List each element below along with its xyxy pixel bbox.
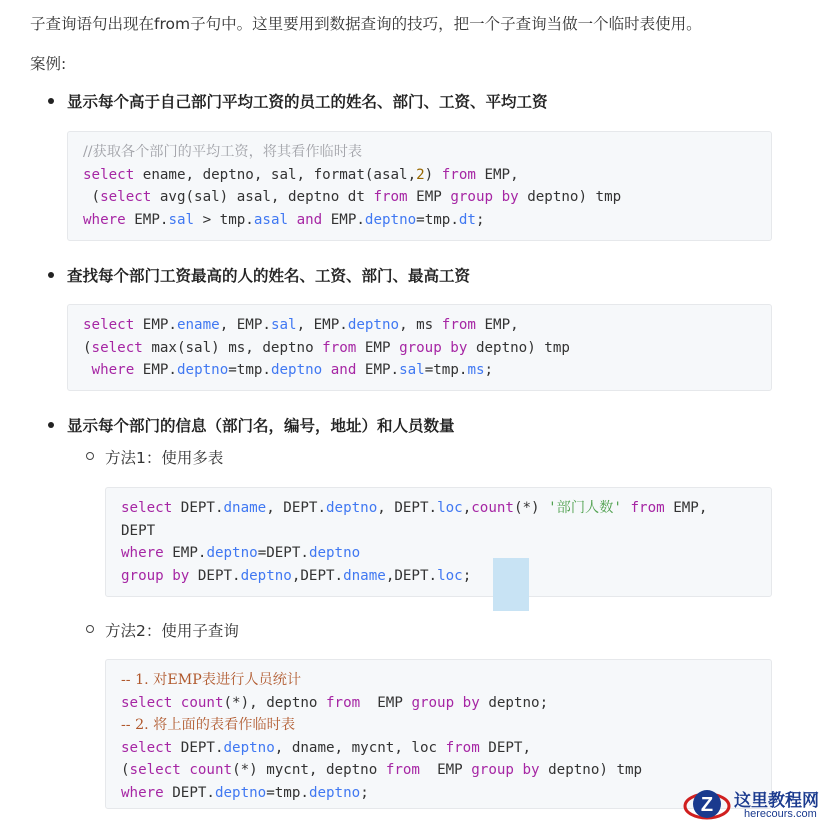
code-token: where: [121, 784, 164, 801]
code-token: (*), deptno: [223, 694, 327, 711]
code-token: select: [83, 317, 135, 333]
code-token: =tmp.: [416, 211, 459, 228]
code-line: [121, 542, 771, 565]
code-token: group by: [471, 762, 540, 778]
code-token: select: [83, 166, 135, 183]
code-block-2[interactable]: [67, 304, 772, 391]
code-token: select: [121, 739, 173, 756]
code-token: sal: [168, 211, 195, 228]
case-label: 案例:: [30, 55, 67, 73]
code-token: ename: [176, 317, 220, 333]
code-line: [121, 520, 771, 543]
code-token: =tmp.: [266, 784, 309, 801]
code-token: dt: [458, 211, 476, 228]
code-token: sal: [399, 362, 425, 378]
code-token: (: [121, 762, 130, 778]
code-token: deptno: [308, 545, 361, 561]
code-token: where: [83, 211, 126, 228]
code-token: deptno) tmp: [518, 189, 622, 205]
code-token: EMP,: [475, 317, 519, 333]
code-token: ename, deptno, sal, format(asal,: [134, 166, 417, 183]
code-line: [83, 359, 771, 382]
code-token: deptno: [326, 500, 378, 516]
code-token: EMP.: [134, 317, 177, 333]
code-token: -- 1. 对EMP表进行人员统计: [121, 672, 302, 688]
code-token: ;: [475, 211, 485, 228]
code-token: deptno;: [479, 694, 549, 711]
method-label-1: 方法1：使用多表: [105, 446, 223, 468]
code-token: select: [129, 762, 181, 778]
code-token: max(sal) ms, deptno: [142, 339, 323, 356]
code-token: group by: [399, 339, 468, 356]
code-token: =tmp.: [424, 362, 468, 378]
code-token: from: [373, 189, 408, 205]
intro-paragraph: 子查询语句出现在from子句中。这里要用到数据查询的技巧，把一个子查询当做一个临时表使用。: [30, 15, 702, 33]
code-token: EMP.: [134, 362, 177, 378]
code-token: ,DEPT.: [291, 567, 344, 584]
code-token: from: [441, 317, 476, 333]
code-token: , DEPT.: [266, 500, 327, 516]
code-token: where: [121, 545, 164, 561]
code-token: deptno: [308, 784, 361, 801]
code-block-1[interactable]: [67, 131, 772, 241]
code-block-4[interactable]: [105, 659, 772, 809]
code-token: ,: [462, 500, 472, 516]
code-token: (: [83, 189, 101, 205]
code-token: from: [441, 166, 476, 183]
code-token: deptno) tmp: [539, 762, 643, 778]
code-token: [83, 362, 92, 378]
code-line: [121, 497, 771, 520]
code-token: EMP: [356, 339, 400, 356]
code-token: [622, 500, 631, 516]
code-token: =DEPT.: [257, 545, 309, 561]
code-token: deptno) tmp: [467, 339, 570, 356]
code-token: and: [296, 211, 323, 228]
code-token: //获取各个部门的平均工资，将其看作临时表: [83, 144, 363, 160]
code-token: deptno: [270, 362, 323, 378]
code-token: DEPT.: [172, 500, 224, 516]
code-token: dname: [343, 567, 386, 584]
code-token: count: [180, 694, 224, 711]
code-token: -- 2. 将上面的表看作临时表: [121, 717, 296, 733]
code-token: count: [471, 500, 514, 516]
code-token: EMP: [419, 762, 472, 778]
code-line: [121, 692, 771, 715]
code-token: deptno: [347, 317, 400, 333]
code-token: '部门人数': [548, 500, 622, 516]
section-title-1: 显示每个高于自己部门平均工资的员工的姓名、部门、工资、平均工资: [67, 90, 548, 112]
code-token: sal: [270, 317, 297, 333]
code-token: EMP: [360, 694, 412, 711]
code-line: [121, 759, 771, 782]
code-token: ): [424, 166, 442, 183]
logo-letter: Z: [700, 794, 714, 816]
code-token: , dname, mycnt, loc: [274, 739, 446, 756]
code-token: , ms: [399, 317, 442, 333]
section-title-2: 查找每个部门工资最高的人的姓名、工资、部门、最高工资: [67, 264, 470, 286]
code-token: where: [91, 362, 135, 378]
method-label-2: 方法2：使用子查询: [105, 619, 239, 641]
code-token: group by: [411, 694, 480, 711]
code-token: DEPT.: [172, 739, 224, 756]
code-token: deptno: [240, 567, 292, 584]
code-token: ,DEPT.: [385, 567, 438, 584]
code-token: DEPT: [121, 522, 156, 539]
code-token: DEPT.: [189, 567, 241, 584]
code-token: from: [630, 500, 665, 516]
code-token: from: [445, 739, 480, 756]
section-title-3: 显示每个部门的信息（部门名，编号，地址）和人员数量: [67, 414, 455, 436]
code-token: DEPT.: [163, 784, 215, 801]
code-token: DEPT,: [479, 739, 532, 756]
code-token: EMP.: [322, 211, 365, 228]
code-token: , EMP.: [219, 317, 271, 333]
code-line: [121, 782, 771, 805]
code-token: loc: [437, 500, 463, 516]
code-token: EMP,: [664, 500, 708, 516]
code-token: =tmp.: [228, 362, 271, 378]
code-block-3[interactable]: [105, 487, 772, 597]
code-token: from: [385, 762, 420, 778]
code-token: and: [330, 362, 357, 378]
code-line: [121, 565, 771, 588]
code-token: deptno: [176, 362, 229, 378]
code-token: ms: [467, 362, 485, 378]
code-line: [83, 164, 771, 187]
watermark-title: 这里教程网: [734, 791, 819, 811]
code-token: EMP.: [356, 362, 400, 378]
code-line: [121, 714, 771, 737]
code-line: [83, 337, 771, 360]
code-token: group by: [121, 567, 190, 584]
code-token: [288, 212, 297, 228]
code-token: asal: [253, 211, 289, 228]
code-token: [322, 362, 331, 378]
code-line: [83, 186, 771, 209]
code-token: ;: [462, 567, 472, 584]
code-token: EMP: [407, 189, 451, 205]
code-token: , DEPT.: [377, 500, 438, 516]
code-token: EMP,: [475, 166, 519, 183]
code-token: group by: [450, 189, 519, 205]
code-token: [172, 695, 181, 711]
watermark: [682, 782, 828, 827]
code-token: dname: [223, 500, 267, 516]
code-token: loc: [437, 567, 463, 584]
code-token: select: [121, 694, 173, 711]
code-token: EMP.: [163, 545, 207, 561]
code-token: deptno: [214, 784, 267, 801]
code-token: count: [189, 762, 233, 778]
code-token: from: [322, 339, 357, 356]
code-token: select: [91, 339, 143, 356]
code-token: deptno: [206, 545, 258, 561]
code-line: [83, 141, 771, 164]
text-selection-highlight: [493, 558, 529, 611]
code-token: select: [100, 189, 152, 205]
code-line: [121, 737, 771, 760]
code-token: , EMP.: [296, 317, 348, 333]
code-token: deptno: [364, 211, 417, 228]
code-token: > tmp.: [194, 211, 254, 228]
code-line: [121, 669, 771, 692]
code-token: 2: [416, 166, 425, 183]
watermark-url: herecours.com: [744, 808, 817, 820]
code-line: [83, 209, 771, 232]
code-token: (*) mycnt, deptno: [232, 762, 386, 778]
code-token: deptno: [223, 739, 275, 756]
code-line: [83, 314, 771, 337]
code-token: EMP.: [125, 211, 169, 228]
code-token: (*): [513, 500, 549, 516]
code-token: ;: [360, 784, 369, 801]
code-token: select: [121, 500, 173, 516]
code-token: avg(sal) asal, deptno dt: [151, 189, 374, 205]
site-logo-icon: [682, 782, 732, 827]
code-token: ;: [484, 362, 494, 378]
code-token: (: [83, 339, 92, 356]
code-token: from: [326, 694, 361, 711]
